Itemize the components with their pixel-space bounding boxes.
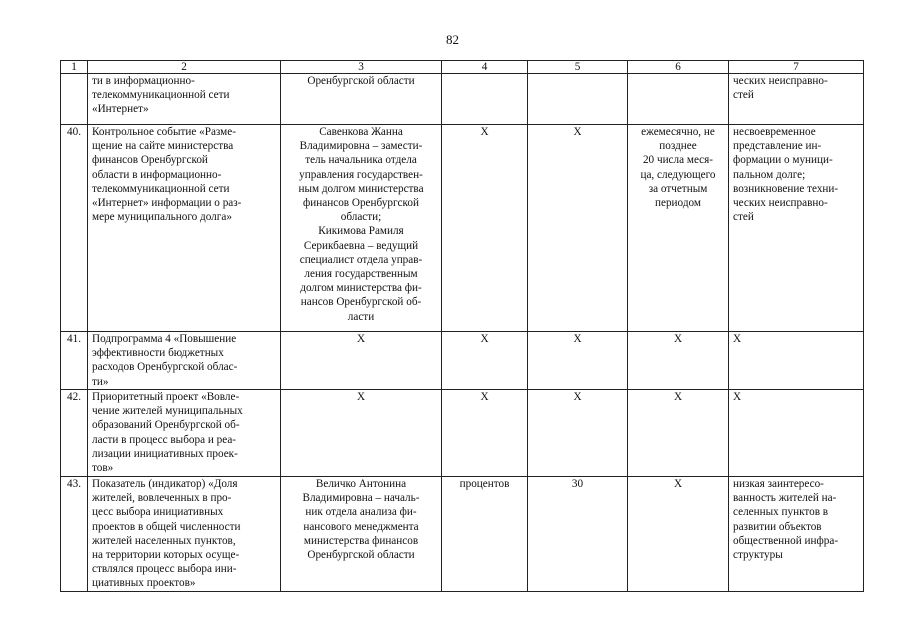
target-value: Х [528, 390, 628, 477]
table-row [61, 74, 864, 125]
responsible-person: Савенкова Жанна Владимировна – замести- тель начальника отдела управления государствен- ным долгом министерства финансов Оренбургской области; Кикимова Рамиля Серикбаевна – ведущий специалист отдела управ- ления государственным долгом министерства фи- нансов Оренбургской об- ласти [281, 125, 442, 332]
unit-of-measure: Х [442, 390, 528, 477]
header-cell: 3 [281, 61, 442, 74]
event-name: Показатель (индикатор) «Доля жителей, вовлеченных в про- цесс выбора инициативных проектов в общей численности жителей населенных пунктов, на территории которых осуще- ствлялся процесс выбора ини- циативных проектов» [88, 477, 281, 592]
header-cell: 7 [729, 61, 864, 74]
header-cell: 6 [628, 61, 729, 74]
deadline: ежемесячно, не позднее 20 числа меся- ца, следующего за отчетным периодом [628, 125, 729, 332]
responsible-person: Величко Антонина Владимировна – началь- ник отдела анализа фи- нансового менеджмента министерства финансов Оренбургской области [281, 477, 442, 592]
header-cell: 5 [528, 61, 628, 74]
plan-table [60, 60, 864, 592]
risks: Х [729, 332, 864, 390]
risks: несвоевременное представление ин- формации о муници- пальном долге; возникновение техни- ческих неисправно- стей [729, 125, 864, 332]
table-row [61, 332, 864, 390]
unit-of-measure: Х [442, 125, 528, 332]
target-value [528, 74, 628, 125]
event-name: Подпрограмма 4 «Повышение эффективности бюджетных расходов Оренбургской облас- ти» [88, 332, 281, 390]
deadline: Х [628, 477, 729, 592]
row-number: 42. [61, 390, 88, 477]
target-value: Х [528, 332, 628, 390]
responsible-person: Х [281, 390, 442, 477]
table-row [61, 477, 864, 592]
unit-of-measure: процентов [442, 477, 528, 592]
header-cell: 1 [61, 61, 88, 74]
table-row [61, 390, 864, 477]
target-value: Х [528, 125, 628, 332]
row-number: 41. [61, 332, 88, 390]
header-cell: 4 [442, 61, 528, 74]
target-value: 30 [528, 477, 628, 592]
event-name: Контрольное событие «Разме- щение на сайте министерства финансов Оренбургской области в информационно- телекоммуникационной сети «Интернет» информации о раз- мере муниципального долга» [88, 125, 281, 332]
row-number [61, 74, 88, 125]
header-cell: 2 [88, 61, 281, 74]
unit-of-measure: Х [442, 332, 528, 390]
responsible-person: Х [281, 332, 442, 390]
deadline: Х [628, 390, 729, 477]
event-name: ти в информационно- телекоммуникационной сети «Интернет» [88, 74, 281, 125]
header-row [61, 61, 864, 74]
unit-of-measure [442, 74, 528, 125]
deadline: Х [628, 332, 729, 390]
deadline [628, 74, 729, 125]
table-row [61, 125, 864, 332]
row-number: 43. [61, 477, 88, 592]
page-number: 82 [446, 32, 459, 47]
risks: низкая заинтересо- ванность жителей на- селенных пунктов в развитии объектов общественной инфра- структуры [729, 477, 864, 592]
responsible-person: Оренбургской области [281, 74, 442, 125]
event-name: Приоритетный проект «Вовле- чение жителей муниципальных образований Оренбургской об- ласти в процесс выбора и реа- лизации инициативных проек- тов» [88, 390, 281, 477]
risks: ческих неисправно- стей [729, 74, 864, 125]
risks: Х [729, 390, 864, 477]
row-number: 40. [61, 125, 88, 332]
